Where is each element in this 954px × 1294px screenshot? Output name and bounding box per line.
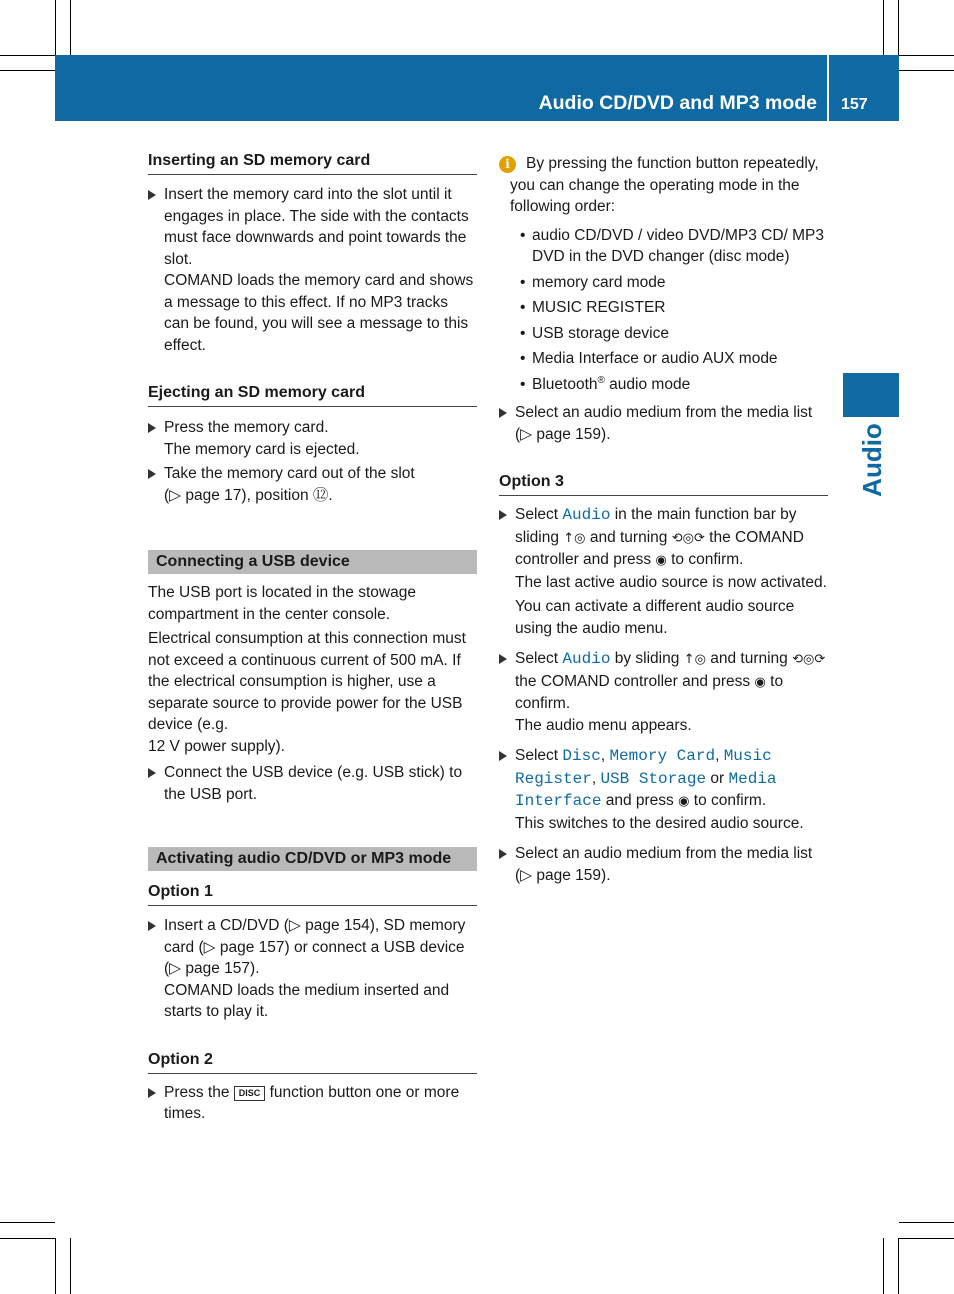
crop-mark bbox=[898, 0, 899, 55]
step-arrow-icon bbox=[499, 849, 507, 859]
crop-mark bbox=[899, 70, 954, 71]
step-text-part: and turning bbox=[710, 650, 788, 667]
step-text bbox=[515, 745, 828, 813]
step-result: The audio menu appears. bbox=[515, 716, 692, 734]
step-text-part: to confirm. bbox=[693, 792, 767, 809]
step-text-part: in the main function bar by sliding bbox=[515, 506, 797, 546]
crop-mark bbox=[898, 1238, 899, 1294]
step-text: Insert a CD/DVD (▷ page 154), SD memory card (▷ page 157) or connect a USB device (▷ page 157). bbox=[164, 917, 466, 977]
step-arrow-icon bbox=[148, 921, 156, 931]
instruction-step bbox=[499, 843, 828, 886]
step-text-part: to confirm. bbox=[515, 672, 784, 712]
registered-mark: ® bbox=[597, 374, 605, 386]
instruction-step bbox=[499, 504, 828, 639]
step-text-part: function button one or more times. bbox=[164, 1083, 460, 1122]
instruction-step bbox=[148, 915, 477, 1023]
list-item bbox=[515, 374, 828, 396]
heading-connecting-usb: Connecting a USB device bbox=[148, 550, 477, 574]
crop-mark bbox=[0, 55, 55, 56]
crop-mark bbox=[899, 1222, 954, 1223]
heading-activating-audio: Activating audio CD/DVD or MP3 mode bbox=[148, 847, 477, 871]
menu-item-memory-card[interactable]: Memory Card bbox=[609, 747, 716, 765]
step-text-part: to confirm. bbox=[671, 551, 744, 568]
right-column bbox=[499, 150, 828, 886]
controller-press-icon: ◉ bbox=[678, 794, 690, 809]
step-arrow-icon bbox=[148, 768, 156, 778]
step-text-part: the COMAND controller and press bbox=[515, 528, 804, 568]
crop-mark bbox=[883, 1238, 884, 1294]
step-text-part: the COMAND controller and press bbox=[515, 672, 751, 690]
page-header bbox=[55, 55, 899, 121]
menu-item-usb-storage[interactable]: USB Storage bbox=[600, 769, 707, 788]
crop-mark bbox=[899, 55, 954, 56]
step-arrow-icon bbox=[499, 751, 507, 761]
step-arrow-icon bbox=[148, 423, 156, 433]
step-result: COMAND loads the medium inserted and starts to play it. bbox=[164, 981, 450, 1020]
step-text: Take the memory card out of the slot bbox=[164, 465, 415, 482]
list-item: • Media Interface or audio AUX mode bbox=[515, 348, 828, 370]
list-item-text: Bluetooth bbox=[532, 375, 598, 393]
list-item: • audio CD/DVD / video DVD/MP3 CD/ MP3 DVD in the DVD changer (disc mode) bbox=[515, 225, 828, 268]
step-result: The last active audio source is now activated. bbox=[515, 573, 827, 591]
heading-ejecting-sd: Ejecting an SD memory card bbox=[148, 382, 477, 407]
crop-mark bbox=[55, 1238, 56, 1294]
step-text-part: Select bbox=[515, 506, 559, 523]
step-text: Insert the memory card into the slot until it engages in place. The side with the contacts must face downwards and point towards the slot. bbox=[164, 186, 469, 268]
info-text: By pressing the function button repeatedly, you can change the operating mode in the following order: bbox=[510, 155, 819, 215]
instruction-step bbox=[148, 417, 477, 460]
list-item: • USB storage device bbox=[515, 323, 828, 345]
step-text-part: Press the bbox=[164, 1083, 230, 1101]
step-text bbox=[515, 504, 828, 572]
menu-item-media-interface[interactable]: Media Interface bbox=[515, 769, 777, 810]
step-result: This switches to the desired audio source. bbox=[515, 814, 804, 832]
step-text bbox=[164, 1082, 477, 1125]
step-text-part: or bbox=[710, 769, 725, 787]
crop-mark bbox=[55, 0, 56, 55]
step-text-part: , bbox=[600, 747, 606, 764]
menu-item-audio[interactable]: Audio bbox=[562, 506, 611, 524]
heading-option-2: Option 2 bbox=[148, 1049, 477, 1074]
instruction-step bbox=[148, 1082, 477, 1125]
page-reference[interactable]: (▷ page 17), position ⑫. bbox=[164, 486, 333, 504]
step-text bbox=[515, 648, 828, 715]
step-text: Connect the USB device (e.g. USB stick) to the USB port. bbox=[164, 764, 463, 803]
controller-slide-icon: ↑◎ bbox=[683, 652, 706, 667]
instruction-step bbox=[148, 762, 477, 805]
step-arrow-icon bbox=[148, 1088, 156, 1098]
crop-mark bbox=[883, 0, 884, 55]
step-arrow-icon bbox=[499, 510, 507, 520]
heading-option-1: Option 1 bbox=[148, 881, 477, 906]
info-icon: i bbox=[499, 156, 516, 173]
controller-slide-icon: ↑◎ bbox=[563, 530, 586, 546]
step-text-part: and turning bbox=[589, 528, 668, 546]
controller-turn-icon: ⟲◎⟳ bbox=[671, 530, 705, 546]
instruction-step bbox=[499, 745, 828, 834]
crop-mark bbox=[0, 1222, 55, 1223]
instruction-step bbox=[499, 402, 828, 445]
menu-item-audio[interactable]: Audio bbox=[562, 650, 611, 668]
paragraph: 12 V power supply). bbox=[148, 737, 285, 755]
page-number: 157 bbox=[841, 96, 868, 113]
disc-key-icon: DISC bbox=[234, 1086, 266, 1101]
step-text: Press the memory card. bbox=[164, 419, 329, 436]
controller-press-icon: ◉ bbox=[754, 674, 766, 690]
step-result: COMAND loads the memory card and shows a message to this effect. If no MP3 tracks can be found, you will see a message to this effect. bbox=[164, 272, 474, 354]
step-text-part: Select bbox=[515, 650, 559, 667]
crop-mark bbox=[899, 1238, 954, 1239]
left-column bbox=[148, 150, 477, 1125]
step-result: You can activate a different audio source using the audio menu. bbox=[515, 598, 795, 637]
page-title: Audio CD/DVD and MP3 mode bbox=[538, 92, 817, 114]
instruction-step bbox=[148, 463, 477, 506]
heading-option-3: Option 3 bbox=[499, 471, 828, 496]
info-note bbox=[499, 153, 828, 395]
step-text-part: , bbox=[715, 747, 720, 764]
step-text: Select an audio medium from the media list (▷ page 159). bbox=[515, 404, 813, 443]
crop-mark bbox=[0, 1238, 55, 1239]
header-divider bbox=[827, 55, 829, 121]
instruction-step bbox=[499, 648, 828, 736]
step-arrow-icon bbox=[148, 469, 156, 479]
crop-mark bbox=[70, 0, 71, 55]
list-item: • memory card mode bbox=[515, 272, 828, 294]
crop-mark bbox=[0, 70, 55, 71]
instruction-step bbox=[148, 184, 477, 356]
section-label-text: Audio bbox=[857, 423, 887, 497]
menu-item-music-register[interactable]: Music Register bbox=[515, 747, 772, 788]
controller-turn-icon: ⟲◎⟳ bbox=[792, 652, 826, 667]
section-tab bbox=[843, 373, 899, 417]
step-text-part: and press bbox=[605, 792, 674, 809]
controller-press-icon: ◉ bbox=[655, 553, 667, 568]
list-item-text: audio mode bbox=[604, 375, 691, 393]
heading-inserting-sd: Inserting an SD memory card bbox=[148, 150, 477, 175]
step-arrow-icon bbox=[148, 190, 156, 200]
crop-mark bbox=[70, 1238, 71, 1294]
section-label bbox=[857, 423, 887, 497]
step-text-part: Select bbox=[515, 747, 559, 764]
step-text: Select an audio medium from the media list (▷ page 159). bbox=[515, 845, 813, 884]
step-result: The memory card is ejected. bbox=[164, 440, 360, 458]
step-text-part: by sliding bbox=[614, 650, 680, 667]
paragraph: The USB port is located in the stowage compartment in the center console. bbox=[148, 584, 416, 623]
paragraph: Electrical consumption at this connection must not exceed a continuous current of 500 mA. If the electrical consumption is higher, use a separate source to provide power for the USB device (e.g. bbox=[148, 630, 466, 733]
step-arrow-icon bbox=[499, 408, 507, 418]
step-text-part: , bbox=[591, 769, 597, 787]
step-arrow-icon bbox=[499, 654, 507, 664]
list-item: • MUSIC REGISTER bbox=[515, 297, 828, 319]
menu-item-disc[interactable]: Disc bbox=[562, 747, 601, 765]
